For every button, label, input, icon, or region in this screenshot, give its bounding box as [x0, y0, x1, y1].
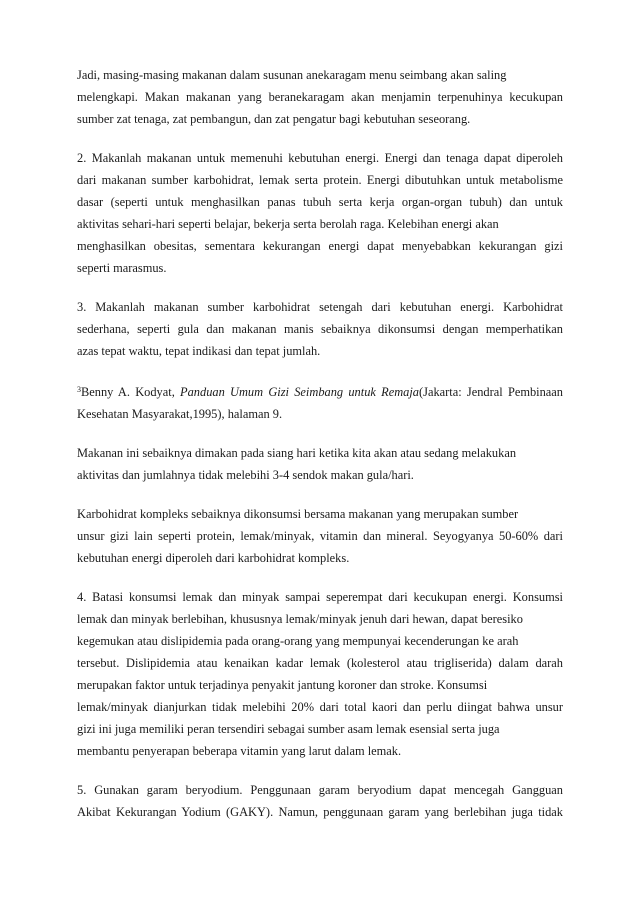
text-line: seperti marasmus. — [77, 261, 167, 275]
footnote-line: Kesehatan Masyarakat,1995), halaman 9. — [77, 407, 283, 421]
text-line: lemak/minyak dianjurkan tidak melebihi 20% dari total kaori dan perlu diingat bahwa unsur — [77, 700, 563, 714]
footnote-author: Benny A. Kodyat, — [81, 385, 181, 399]
paragraph-point-4 — [77, 586, 563, 762]
text-line: menghasilkan obesitas, sementara kekurangan energi dapat menyebabkan kekurangan gizi — [77, 239, 563, 253]
text-line: Jadi, masing-masing makanan dalam susunan anekaragam menu seimbang akan saling — [77, 68, 507, 82]
footnote-book-title: Panduan Umum Gizi Seimbang untuk Remaja — [180, 385, 419, 399]
text-line: sumber zat tenaga, zat pembangun, dan zat pengatur bagi kebutuhan seseorang. — [77, 112, 471, 126]
footnote — [77, 379, 563, 425]
text-line: sederhana, seperti gula dan makanan manis sebaiknya dikonsumsi dengan memperhatikan — [77, 322, 563, 336]
text-line: melengkapi. Makan makanan yang beranekaragam akan menjamin terpenuhinya kecukupan — [77, 90, 563, 104]
paragraph-sugar — [77, 442, 563, 486]
paragraph-point-5 — [77, 779, 563, 823]
text-line: aktivitas sehari-hari seperti belajar, bekerja serta berolah raga. Kelebihan energi akan — [77, 217, 499, 231]
text-line: tersebut. Dislipidemia atau kenaikan kadar lemak (kolesterol atau trigliserida) dalam darah — [77, 656, 563, 670]
text-line: Karbohidrat kompleks sebaiknya dikonsumsi bersama makanan yang merupakan sumber — [77, 507, 519, 521]
text-line: Akibat Kekurangan Yodium (GAKY). Namun, penggunaan garam yang berlebihan juga tidak — [77, 805, 563, 819]
text-line: Makanan ini sebaiknya dimakan pada siang hari ketika kita akan atau sedang melakukan — [77, 446, 517, 460]
text-line: aktivitas dan jumlahnya tidak melebihi 3-4 sendok makan gula/hari. — [77, 468, 414, 482]
footnote-publisher: (Jakarta: Jendral Pembinaan — [419, 385, 563, 399]
paragraph-point-2 — [77, 147, 563, 279]
text-line: merupakan faktor untuk terjadinya penyakit jantung koroner dan stroke. Konsumsi — [77, 678, 488, 692]
text-line: dari makanan sumber karbohidrat, lemak serta protein. Energi dibutuhkan untuk metabolisme — [77, 173, 563, 187]
paragraph-intro — [77, 64, 563, 130]
footnote-number: 3 — [77, 385, 81, 394]
text-line: azas tepat waktu, tepat indikasi dan tepat jumlah. — [77, 344, 321, 358]
text-line: 5. Gunakan garam beryodium. Penggunaan garam beryodium dapat mencegah Gangguan — [77, 783, 563, 797]
text-line: 3. Makanlah makanan sumber karbohidrat setengah dari kebutuhan energi. Karbohidrat — [77, 300, 563, 314]
text-line: kegemukan atau dislipidemia pada orang-orang yang mempunyai kecenderungan ke arah — [77, 634, 519, 648]
text-line: dasar (seperti untuk menghasilkan panas tubuh serta kerja organ-organ tubuh) dan untuk — [77, 195, 563, 209]
text-line: gizi ini juga memiliki peran tersendiri sebagai sumber asam lemak esensial serta juga — [77, 722, 500, 736]
text-line: lemak dan minyak berlebihan, khususnya lemak/minyak jenuh dari hewan, dapat beresiko — [77, 612, 523, 626]
text-line: 2. Makanlah makanan untuk memenuhi kebutuhan energi. Energi dan tenaga dapat diperoleh — [77, 151, 563, 165]
document-page — [77, 64, 563, 840]
text-line: membantu penyerapan beberapa vitamin yang larut dalam lemak. — [77, 744, 402, 758]
paragraph-complex-carbs — [77, 503, 563, 569]
footnote-line — [77, 379, 563, 403]
text-line: 4. Batasi konsumsi lemak dan minyak sampai seperempat dari kecukupan energi. Konsumsi — [77, 590, 563, 604]
text-line: unsur gizi lain seperti protein, lemak/minyak, vitamin dan mineral. Seyogyanya 50-60% dari — [77, 529, 563, 543]
paragraph-point-3 — [77, 296, 563, 362]
text-line: kebutuhan energi diperoleh dari karbohidrat kompleks. — [77, 551, 350, 565]
